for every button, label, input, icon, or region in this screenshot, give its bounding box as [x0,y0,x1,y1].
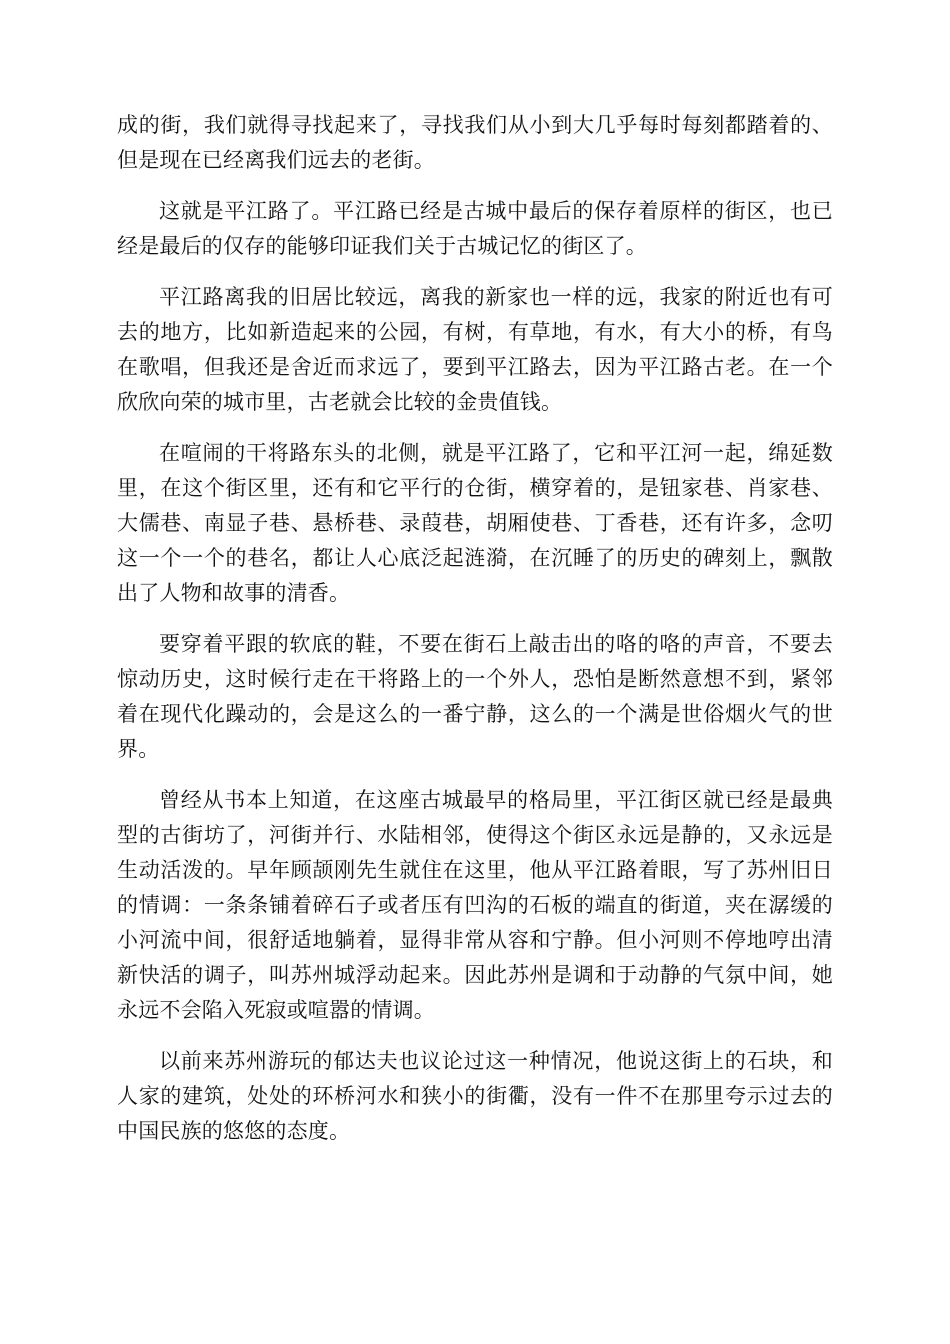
paragraph: 曾经从书本上知道，在这座古城最早的格局里，平江街区就已经是最典型的古街坊了，河街并行、水陆相邻，使得这个街区永远是静的，又永远是生动活泼的。早年顾颉刚先生就住在这里，他从平江路着眼，写了苏州旧日的情调：一条条铺着碎石子或者压有凹沟的石板的端直的街道，夹在潺缓的小河流中间，很舒适地躺着，显得非常从容和宁静。但小河则不停地哼出清新快活的调子，叫苏州城浮动起来。因此苏州是调和于动静的气氛中间，她永远不会陷入死寂或喧嚣的情调。 [117,788,833,1022]
paragraph: 平江路离我的旧居比较远，离我的新家也一样的远，我家的附近也有可去的地方，比如新造起来的公园，有树，有草地，有水，有大小的桥，有鸟在歌唱，但我还是舍近而求远了，要到平江路去，因为平江路古老。在一个欣欣向荣的城市里，古老就会比较的金贵值钱。 [117,285,833,414]
paragraph-continued: 成的街，我们就得寻找起来了，寻找我们从小到大几乎每时每刻都踏着的、但是现在已经离我们远去的老街。 [117,113,833,172]
document-body [117,108,833,1165]
paragraph: 要穿着平跟的软底的鞋，不要在街石上敲击出的咯的咯的声音，不要去惊动历史，这时候行走在干将路上的一个外人，恐怕是断然意想不到，紧邻着在现代化躁动的，会是这么的一番宁静，这么的一个满是世俗烟火气的世界。 [117,632,833,761]
paragraph: 这就是平江路了。平江路已经是古城中最后的保存着原样的街区，也已经是最后的仅存的能够印证我们关于古城记忆的街区了。 [117,199,833,258]
paragraph: 在喧闹的干将路东头的北侧，就是平江路了，它和平江河一起，绵延数里，在这个街区里，还有和它平行的仓街，横穿着的，是钮家巷、肖家巷、大儒巷、南显子巷、悬桥巷、录葭巷，胡厢使巷、丁香巷，还有许多，念叨这一个一个的巷名，都让人心底泛起涟漪，在沉睡了的历史的碑刻上，飘散出了人物和故事的清香。 [117,441,833,605]
paragraph: 以前来苏州游玩的郁达夫也议论过这一种情况，他说这街上的石块，和人家的建筑，处处的环桥河水和狭小的街衢，没有一件不在那里夸示过去的中国民族的悠悠的态度。 [117,1049,833,1143]
